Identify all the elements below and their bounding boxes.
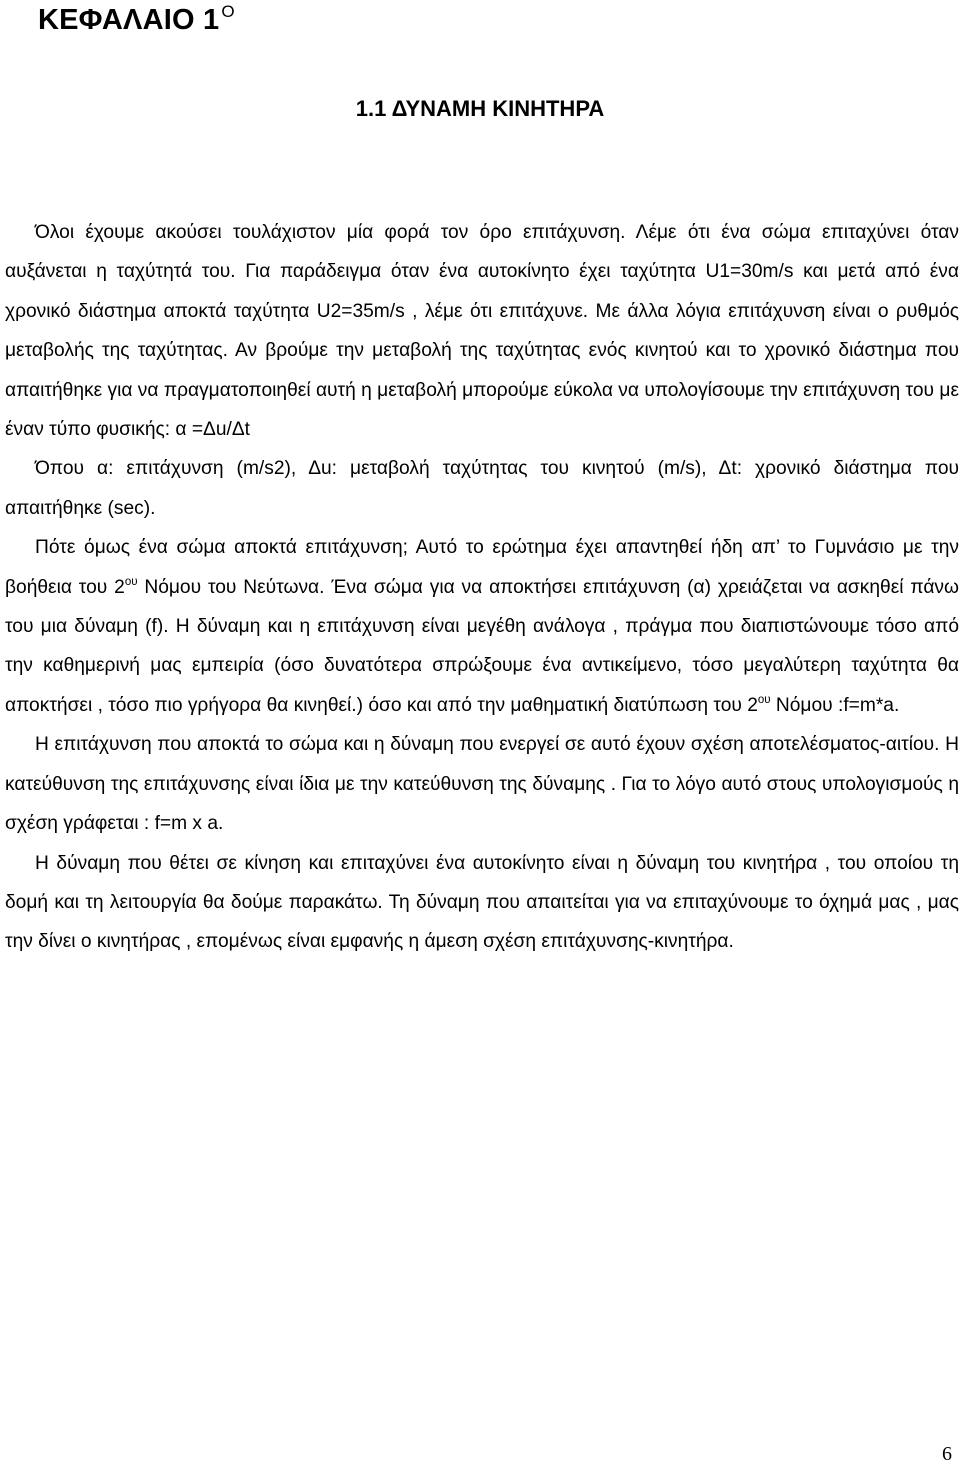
paragraph-newton-law-part3: Νόμου :f=m*a. [770,694,900,716]
paragraph-newton-law-part1: Πότε όμως ένα σώμα αποκτά επιτάχυνση; Αυτό το ερώτημα έχει απαντηθεί ήδη απ’ το Γυμνάσιο με την βοήθεια του 2 [5,537,959,598]
ordinal-superscript: ου [124,575,138,588]
paragraph-acceleration-definition: Όλοι έχουμε ακούσει τουλάχιστον μία φορά τον όρο επιτάχυνση. Λέμε ότι ένα σώμα επιταχύνει όταν αυξάνεται η ταχύτητά του. Για παράδειγμα όταν ένα αυτοκίνητο έχει ταχύτητα U1=30m/s και μετά από ένα χρονικό διάστημα αποκτά ταχύτητα U2=35m/s , λέμε ότι επιτάχυνε. Με άλλα λόγια επιτάχυνση είναι ο ρυθμός μεταβολής της ταχύτητας. Αν βρούμε την μεταβολή της ταχύτητας ενός κινητού και το χρονικό διάστημα που απαιτήθηκε για να πραγματοποιηθεί αυτή η μεταβολή μπορούμε εύκολα να υπολογίσουμε την επιτάχυνση του με έναν τύπο φυσικής: α =Δu/Δt [5,222,959,441]
ordinal-superscript: ου [757,693,771,706]
paragraph-newton-law-part2: Νόμου του Νεύτωνα. Ένα σώμα για να αποκτήσει επιτάχυνση (α) χρειάζεται να ασκηθεί πάνω του μια δύναμη (f). Η δύναμη και η επιτάχυνση είναι μεγέθη ανάλογα , πράγμα που διαπιστώνουμε τόσο από την καθημερινή μας εμπειρία (όσο δυνατότερα σπρώξουμε ένα αντικείμενο, τόσο μεγαλύτερη ταχύτητα θα αποκτήσει , τόσο πιο γρήγορα θα κινηθεί.) όσο και από την μαθηματική διατύπωση του 2 [5,576,960,716]
paragraph-engine-force: Η δύναμη που θέτει σε κίνηση και επιταχύνει ένα αυτοκίνητο είναι η δύναμη του κινητήρα , του οποίου τη δομή και τη λειτουργία θα δούμε παρακάτω. Τη δύναμη που απαιτείται για να επιταχύνουμε το όχημά μας , μας την δίνει ο κινητήρας , επομένως είναι εμφανής η άμεση σχέση επιτάχυνσης-κινητήρα. [5,852,959,953]
chapter-title [38,4,235,37]
paragraph-newton-law [5,528,959,725]
body-text [5,213,959,962]
chapter-title-superscript: Ο [221,2,235,21]
page-number: 6 [942,1443,952,1465]
paragraph-symbol-legend: Όπου α: επιτάχυνση (m/s2), Δu: μεταβολή ταχύτητας του κινητού (m/s), Δt: χρονικό διάστημα που απαιτήθηκε (sec). [5,458,959,519]
paragraph-cause-effect: Η επιτάχυνση που αποκτά το σώμα και η δύναμη που ενεργεί σε αυτό έχουν σχέση αποτελέσματος-αιτίου. Η κατεύθυνση της επιτάχυνσης είναι ίδια με την κατεύθυνση της δύναμης . Για το λόγο αυτό στους υπολογισμούς η σχέση γράφεται : f=m x a. [5,734,959,835]
chapter-title-text: ΚΕΦΑΛΑΙΟ 1 [38,4,220,36]
section-title: 1.1 ΔΥΝΑΜΗ ΚΙΝΗΤΗΡΑ [355,96,605,121]
